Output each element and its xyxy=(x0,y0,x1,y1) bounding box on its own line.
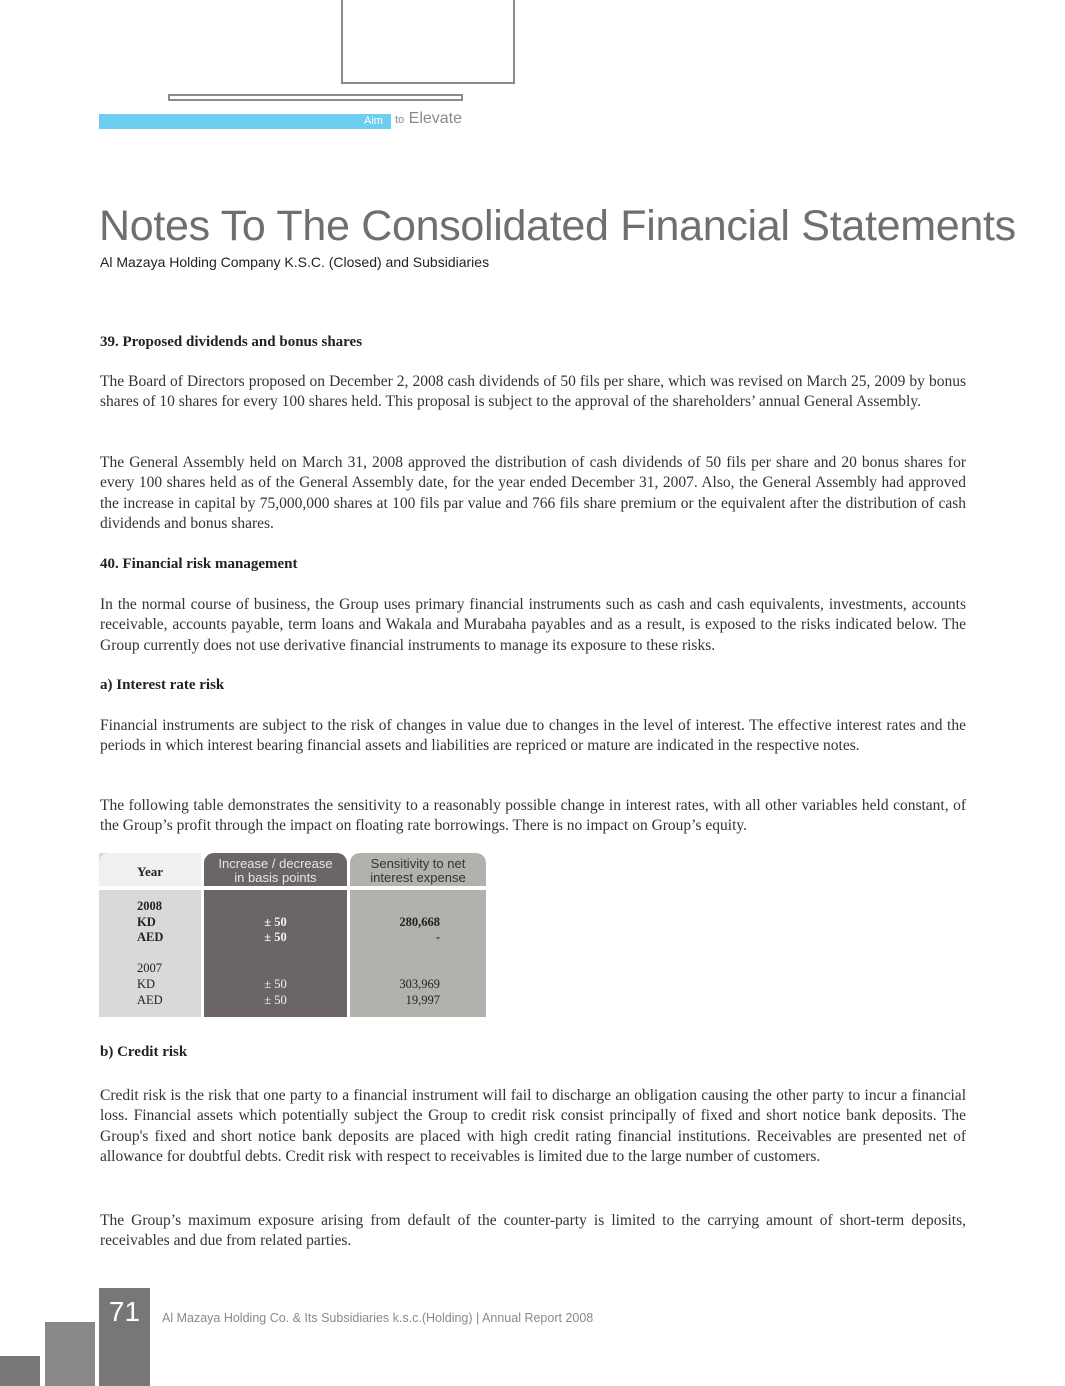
table-row-sensitivity: 303,969 xyxy=(399,977,440,991)
table-row-sensitivity: - xyxy=(435,930,440,944)
table-row-label: AED xyxy=(137,930,164,944)
table-row-basis-points: ± 50 xyxy=(264,993,287,1007)
tagline-elevate: Elevate xyxy=(408,110,463,127)
interest-rate-risk-heading: a) Interest rate risk xyxy=(100,677,225,693)
table-row-label: KD xyxy=(137,915,156,929)
tagline xyxy=(395,109,462,130)
header-sensitivity-line-1: Sensitivity to net xyxy=(370,856,466,871)
table-row-sensitivity: 19,997 xyxy=(405,993,440,1007)
header-sensitivity-line-2: interest expense xyxy=(370,870,466,885)
table-row-basis-points: ± 50 xyxy=(264,930,287,944)
section-39-paragraph-1: The Board of Directors proposed on December 2, 2008 cash dividends of 50 fils per share, which was revised on March 25, 2009 by bonus shares of 10 shares for every 100 shares held. This proposal is subject to the approval of the shareholders’ annual General Assembly. xyxy=(100,373,966,411)
header-increase-decrease xyxy=(204,857,347,885)
top-frame-decoration xyxy=(341,0,515,84)
credit-risk-paragraph-2: The Group’s maximum exposure arising from default of the counter-party is limited to the carrying amount of short-term deposits, receivables and due from related parties. xyxy=(100,1212,966,1250)
footer-text: Al Mazaya Holding Co. & Its Subsidiaries k.s.c.(Holding) | Annual Report 2008 xyxy=(162,1311,594,1325)
footer-square-medium xyxy=(45,1322,95,1386)
section-40-heading: 40. Financial risk management xyxy=(100,556,298,572)
tagline-aim: Aim xyxy=(364,115,383,127)
page-number: 71 xyxy=(108,1296,141,1327)
section-40-paragraph-1: In the normal course of business, the Group uses primary financial instruments such as cash and cash equivalents, investments, accounts receivable, accounts payable, term loans and Wakala and Murabaha payables and as a result, is exposed to the risks indicated below. The Group currently does not use derivative financial instruments to manage its exposure to these risks. xyxy=(100,596,966,654)
page-title: Notes To The Consolidated Financial Statements xyxy=(99,202,1016,250)
credit-risk-heading: b) Credit risk xyxy=(100,1044,188,1060)
tagline-to: to xyxy=(395,114,405,126)
header-divider xyxy=(99,886,487,890)
table-row-label: KD xyxy=(137,977,156,991)
table-row-sensitivity: 280,668 xyxy=(399,915,440,929)
page-subtitle: Al Mazaya Holding Company K.S.C. (Closed) and Subsidiaries xyxy=(100,254,490,270)
table-row-year: 2008 xyxy=(137,899,162,913)
section-39-paragraph-2: The General Assembly held on March 31, 2008 approved the distribution of cash dividends of 50 fils per share and 20 bonus shares for every 100 shares held as of the General Assembly date, for the year ended December 31, 2007. Also, the General Assembly had approved the increase in capital by 75,000,000 shares at 100 fils par value and 766 fils share premium or the equivalent after the distribution of cash dividends and bonus shares. xyxy=(100,454,966,532)
footer-square-small xyxy=(0,1356,40,1386)
header-increase-line-2: in basis points xyxy=(234,870,317,885)
table-row-year: 2007 xyxy=(137,961,162,975)
top-bar-decoration xyxy=(168,94,463,101)
interest-sensitivity-table xyxy=(99,853,487,1018)
header-sensitivity xyxy=(350,857,486,885)
header-increase-line-1: Increase / decrease xyxy=(218,856,333,871)
interest-rate-risk-paragraph-2: The following table demonstrates the sensitivity to a reasonably possible change in interest rates, with all other variables held constant, of the Group’s profit through the impact on floating rate borrowings. There is no impact on Group’s equity. xyxy=(100,797,966,835)
table-row-label: AED xyxy=(137,993,163,1007)
tagline-accent-bar xyxy=(99,114,391,129)
header-year: Year xyxy=(137,864,163,879)
interest-rate-risk-paragraph-1: Financial instruments are subject to the risk of changes in value due to changes in the level of interest. The effective interest rates and the periods in which interest bearing financial assets and liabilities are repriced or mature are indicated in the respective notes. xyxy=(100,717,966,755)
table-row-basis-points: ± 50 xyxy=(264,915,287,929)
credit-risk-paragraph-1: Credit risk is the risk that one party to a financial instrument will fail to discharge an obligation causing the other party to incur a financial loss. Financial assets which potentially subject the Group to credit risk consist principally of fixed and short notice bank deposits. The Group's fixed and short notice bank deposits are placed with high credit rating financial institutions. Receivables are presented net of allowance for doubtful debts. Credit risk with respect to receivables is limited due to the large number of customers. xyxy=(100,1087,966,1165)
table-row-basis-points: ± 50 xyxy=(264,977,287,991)
section-39-heading: 39. Proposed dividends and bonus shares xyxy=(100,334,363,350)
